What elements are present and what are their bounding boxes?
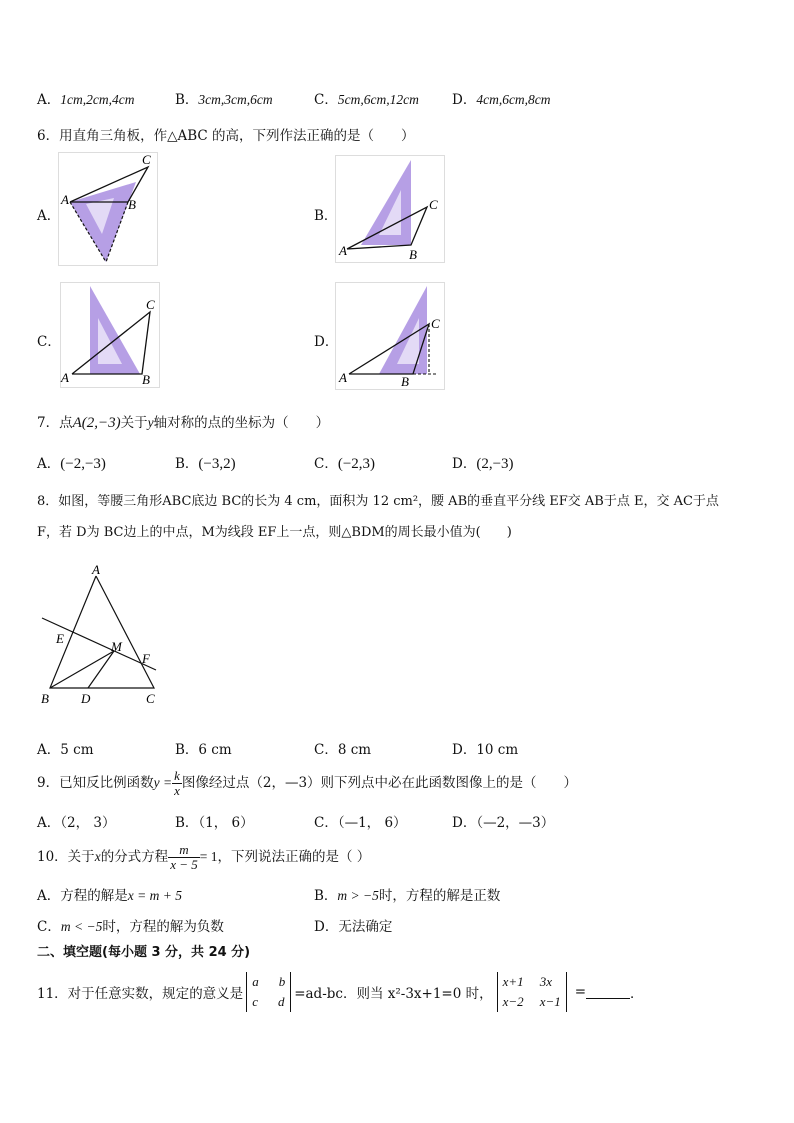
q6-option-d-letter: D．: [314, 334, 339, 350]
q11-mid: 的意义是: [189, 986, 244, 1002]
q6-option-c-letter: C．: [37, 334, 61, 350]
det-cell: x−2: [502, 994, 524, 1009]
q10-stem: [37, 840, 370, 874]
label-c: C: [431, 316, 440, 331]
option-letter: B．: [175, 92, 199, 108]
option-math: x = m + 5: [127, 888, 182, 903]
option-value: (−2,3): [337, 456, 376, 472]
det-cell: x−1: [539, 994, 561, 1009]
option-value: (2,−3): [476, 456, 514, 472]
fraction-denominator: x: [174, 783, 180, 798]
label-b: B: [409, 247, 417, 262]
answer-blank[interactable]: [586, 986, 630, 999]
option-letter: A．: [37, 92, 61, 108]
q10-pre: 10．关于: [37, 849, 95, 865]
q6-figure-d: [335, 282, 445, 390]
label-e: E: [56, 631, 64, 646]
label-a: A: [339, 243, 347, 258]
q5-option-a: [37, 88, 134, 108]
q10-eq: = 1: [199, 849, 218, 864]
label-c: C: [146, 297, 155, 312]
q5-option-b: [175, 88, 273, 108]
fraction-numerator: m: [168, 843, 200, 858]
option-value: (−3,2): [198, 456, 236, 472]
q5-option-c: [314, 88, 419, 108]
q8-stem-line1: 8．如图，等腰三角形ABC底边 BC的长为 4 cm，面积为 12 cm²，腰 AB的垂直平分线 EF交 AB于点 E，交 AC于点: [37, 494, 719, 509]
q10-option-c: [37, 915, 224, 935]
label-a: A: [61, 192, 69, 207]
q7-tail: 轴对称的点的坐标为（ ）: [153, 415, 330, 431]
q7-num: 7．点: [37, 415, 73, 431]
q8-stem-line2: F，若 D为 BC边上的中点，M为线段 EF上一点，则△BDM的周长最小值为( ): [37, 525, 512, 540]
q9-stem: [37, 766, 577, 800]
q9-y: y =: [153, 775, 173, 790]
option-math: m > −5: [337, 888, 379, 903]
det-row: [503, 992, 561, 1012]
q8-figure: [36, 562, 166, 708]
q7-option-c: [314, 452, 375, 473]
q7-option-b: [175, 452, 236, 473]
det-cell: c: [252, 994, 258, 1009]
option-text: A．方程的解是: [37, 888, 128, 904]
det-cell: d: [277, 994, 285, 1009]
label-b: B: [41, 691, 49, 706]
label-c: C: [146, 691, 155, 706]
det-cell: 3x: [539, 974, 552, 989]
q9-option-c: C．（—1， 6）: [314, 815, 407, 831]
option-value: (−2,−3): [60, 456, 106, 472]
q8-option-c: C．8 cm: [314, 742, 372, 758]
option-value: 4cm,6cm,8cm: [476, 92, 551, 107]
determinant-x: [497, 972, 567, 1012]
q8-option-b: B．6 cm: [175, 742, 232, 758]
q10-fraction: [168, 843, 200, 872]
option-text: 时，方程的解为负数: [102, 919, 224, 935]
q10-option-a: [37, 884, 182, 904]
det-cell: b: [278, 974, 286, 989]
label-a: A: [61, 370, 69, 385]
option-letter: C．: [37, 919, 61, 935]
fraction-numerator: k: [174, 768, 180, 783]
q10-post: ，下列说法正确的是（ ）: [217, 849, 371, 865]
q10-option-d: D．无法确定: [314, 919, 393, 935]
q9-option-a: A．（2， 3）: [37, 815, 116, 831]
option-text: 时，方程的解是正数: [378, 888, 501, 904]
label-d: D: [81, 691, 91, 706]
q7-option-d: [452, 452, 514, 473]
option-letter: B．: [175, 456, 199, 472]
q6-option-b-letter: B．: [314, 208, 338, 224]
q6-stem: 6．用直角三角板，作△ABC 的高，下列作法正确的是（ ）: [37, 128, 415, 144]
option-letter: A．: [37, 456, 61, 472]
q9-fraction: [172, 769, 182, 798]
q5-option-d: [452, 88, 551, 108]
determinant-abcd: [246, 972, 291, 1012]
option-value: 3cm,3cm,6cm: [198, 92, 273, 107]
q8-option-d: D．10 cm: [452, 742, 519, 758]
label-c: C: [429, 197, 438, 212]
q9-post: 图像经过点（2，—3）则下列点中必在此函数图像上的是（ ）: [181, 775, 578, 791]
label-b: B: [401, 374, 409, 389]
option-letter: D．: [452, 456, 477, 472]
q9-option-b: B．（1， 6）: [175, 815, 254, 831]
q7-mid: 关于: [120, 415, 148, 431]
label-b: B: [128, 197, 136, 212]
q8-option-a: A．5 cm: [37, 742, 94, 758]
option-letter: B．: [314, 888, 338, 904]
section-heading: 二、填空题(每小题 3 分，共 24 分): [37, 945, 251, 960]
label-c: C: [142, 152, 151, 167]
det-cell: a: [252, 974, 259, 989]
q11-tail: =: [574, 984, 587, 1000]
q10-var: x: [94, 849, 101, 864]
q6-figure-a: [58, 152, 158, 266]
det-row: [252, 972, 285, 992]
det-cell: x+1: [502, 974, 524, 989]
triangle-abc: [50, 576, 154, 688]
q10-option-b: [314, 884, 500, 904]
option-value: 1cm,2cm,4cm: [60, 92, 135, 107]
option-value: 5cm,6cm,12cm: [337, 92, 419, 107]
q9-pre: 9．已知反比例函数: [37, 775, 154, 791]
fraction-denominator: x − 5: [170, 857, 198, 872]
q11-pre: 11．对于任意实数，规定: [37, 986, 190, 1002]
q6-option-a-letter: A．: [37, 208, 61, 224]
option-letter: C．: [314, 92, 338, 108]
q10-mid: 的分式方程: [100, 849, 169, 865]
det-row: [503, 972, 561, 992]
q6-figure-b: [335, 155, 445, 263]
option-math: m < −5: [60, 919, 103, 934]
q9-option-d: D．（—2，—3）: [452, 815, 555, 831]
q7-point: A(2,−3): [72, 415, 121, 431]
option-letter: D．: [452, 92, 477, 108]
q6-figure-c: [60, 282, 160, 388]
label-a: A: [339, 370, 347, 385]
label-m: M: [111, 639, 122, 654]
label-f: F: [142, 651, 150, 666]
label-b: B: [142, 372, 150, 387]
q7-option-a: [37, 452, 106, 473]
option-letter: C．: [314, 456, 338, 472]
q7-axis: y: [147, 415, 154, 430]
q7-stem: [37, 411, 329, 432]
label-a: A: [92, 562, 100, 577]
det-row: [252, 992, 285, 1012]
q11-eq: =ad-bc．则当 x²-3x+1=0 时，: [294, 986, 493, 1002]
q11-stem: [37, 972, 644, 1012]
q11-end: ．: [630, 986, 644, 1002]
